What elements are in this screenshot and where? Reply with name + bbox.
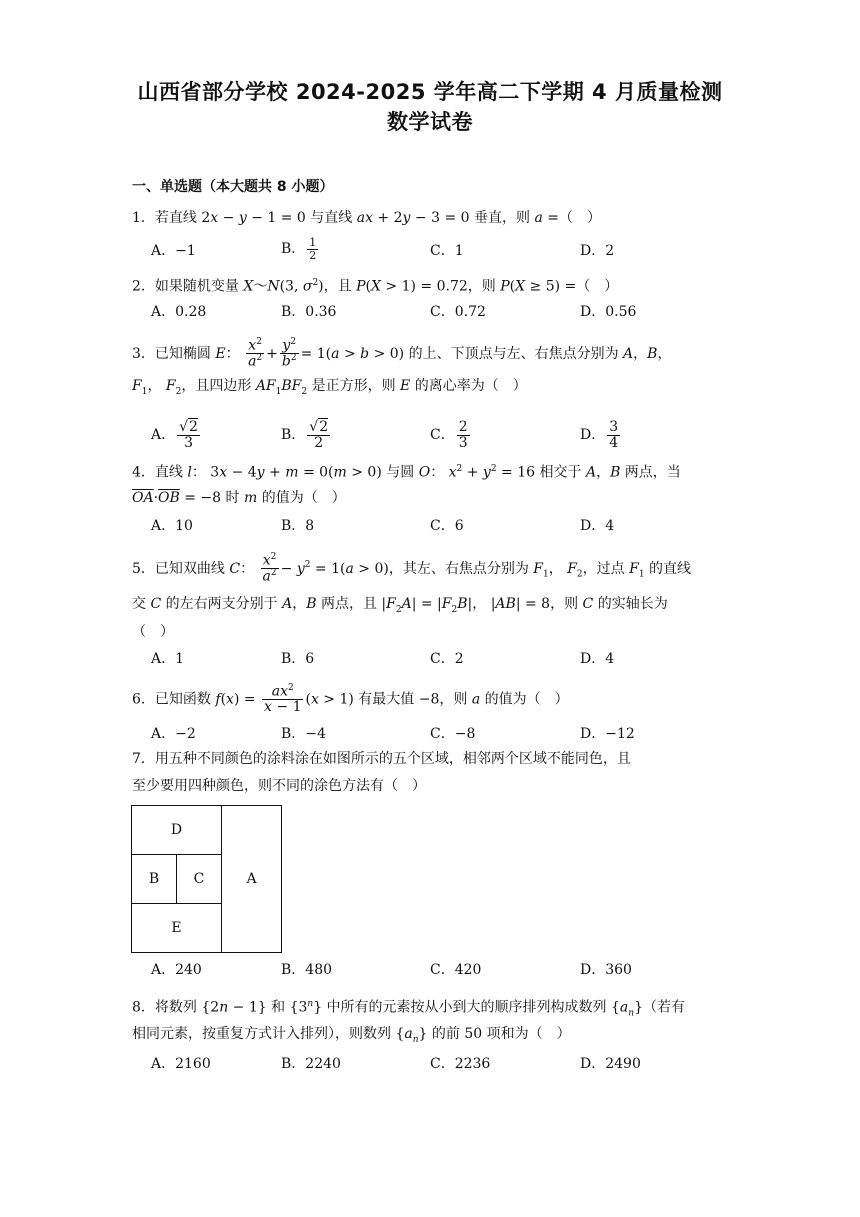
page-subtitle: 数学试卷: [387, 110, 473, 134]
option-a: A．0.28: [151, 304, 207, 320]
question-3-options: [0, 419, 860, 451]
question-5-stem-2: 交 C 的左右两支分别于 A，B 两点，且 $|F_2A| = |F_2B|$， |AB| = 8，则 C 的实轴长为: [132, 596, 668, 615]
option-d: D．2490: [580, 1056, 641, 1072]
coloring-figure: [131, 805, 282, 953]
option-d: D．4: [580, 518, 615, 534]
option-d: D．2: [580, 243, 615, 259]
question-5-stem-3: （ ）: [132, 624, 174, 640]
question-2-options: [0, 302, 860, 322]
option-b: B．8: [281, 518, 315, 534]
option-d: D．4: [580, 651, 615, 667]
question-3-stem-2: $F_1$， $F_2$，且四边形 $AF_1BF_2$ 是正方形，则 E 的离心率为（ ）: [132, 378, 527, 397]
question-5-options: [0, 649, 860, 669]
option-c: C．2: [430, 651, 464, 667]
option-c: C．6: [430, 518, 464, 534]
option-b: B．0.36: [281, 304, 337, 320]
question-6-options: [0, 724, 860, 744]
region-a: A: [221, 805, 282, 953]
option-b: B． $\frac{√2}{2}$: [281, 419, 329, 451]
option-a: A．10: [151, 518, 193, 534]
question-7-stem-2: 至少要用四种颜色，则不同的涂色方法有（ ）: [132, 778, 426, 794]
option-b: B．480: [281, 962, 333, 978]
region-d: D: [131, 805, 222, 855]
question-8-stem-2: 相同元素，按重复方式计入排列），则数列 $\{a_n\}$ 的前 50 项和为（ ）: [132, 1026, 571, 1045]
question-4-options: [0, 516, 860, 536]
option-b: B．6: [281, 651, 315, 667]
question-5-stem: 5．已知双曲线 C： $\frac{x^2}{a^2}$ − $y^2 = 1(a > 0)$，其左、右焦点分别为 $F_1$， $F_2$，过点 $F_1$ 的直线: [132, 552, 692, 585]
question-8-options: [0, 1054, 860, 1074]
question-7-stem: 7．用五种不同颜色的涂料涂在如图所示的五个区域，相邻两个区域不能同色，且: [132, 751, 631, 767]
question-7-options: [0, 960, 860, 980]
question-8-stem: 8．将数列 {2n − 1} 和 {3$^n$} 中所有的元素按从小到大的顺序排列构成数列 $\{a_n\}$（若有: [132, 999, 685, 1019]
region-e: E: [131, 903, 222, 953]
option-c: C．1: [430, 243, 464, 259]
question-4-stem: 4．直线 l： 3x − 4y + m = 0(m > 0) 与圆 O： $x^2 + y^2 = 16$ 相交于 A，B 两点，当: [132, 464, 681, 481]
option-a: A． $\frac{√2}{3}$: [151, 419, 198, 451]
option-b: B．2240: [281, 1056, 341, 1072]
section-heading: 一、单选题（本大题共 8 小题）: [132, 179, 334, 195]
option-b: B．−4: [281, 726, 326, 742]
option-c: C．2236: [430, 1056, 491, 1072]
option-a: A．240: [151, 962, 202, 978]
question-6-stem: 6．已知函数 f(x) = $\frac{ax^2}{x - 1}$ (x > 1) 有最大值 −8，则 a 的值为（ ）: [132, 683, 569, 716]
page-title: 山西省部分学校 2024-2025 学年高二下学期 4 月质量检测: [137, 80, 723, 104]
question-1-stem: 1．若直线 2x − y − 1 = 0 与直线 ax + 2y − 3 = 0 垂直，则 a =（ ）: [132, 210, 601, 226]
option-d: D．−12: [580, 726, 635, 742]
option-c: C．−8: [430, 726, 476, 742]
option-b: B． $\frac{1}{2}$: [281, 236, 317, 262]
option-a: A．−1: [151, 243, 196, 259]
option-c: C．0.72: [430, 304, 486, 320]
option-a: A．2160: [151, 1056, 211, 1072]
region-b: B: [131, 854, 177, 904]
option-a: A．1: [151, 651, 185, 667]
question-3-stem: 3．已知椭圆 E： $\frac{x^2}{a^2}$ + $\frac{y^2}{b^2}$ = 1(a > b > 0) 的上、下顶点与左、右焦点分别为 A，B，: [132, 337, 672, 370]
option-d: D．360: [580, 962, 632, 978]
question-2-stem: 2．如果随机变量 X～N(3, $\sigma^2$)，且 P(X > 1) = 0.72，则 P(X ≥ 5) =（ ）: [132, 278, 619, 295]
question-4-stem-2: $\overline{OA}\cdot\overline{OB} = -8$ 时 m 的值为（ ）: [132, 490, 346, 506]
option-d: D． $\frac{3}{4}$: [580, 419, 619, 451]
option-d: D．0.56: [580, 304, 637, 320]
option-c: C． $\frac{2}{3}$: [430, 419, 468, 451]
question-1-options: [0, 236, 860, 262]
option-c: C．420: [430, 962, 482, 978]
option-a: A．−2: [151, 726, 196, 742]
region-c: C: [176, 854, 222, 904]
